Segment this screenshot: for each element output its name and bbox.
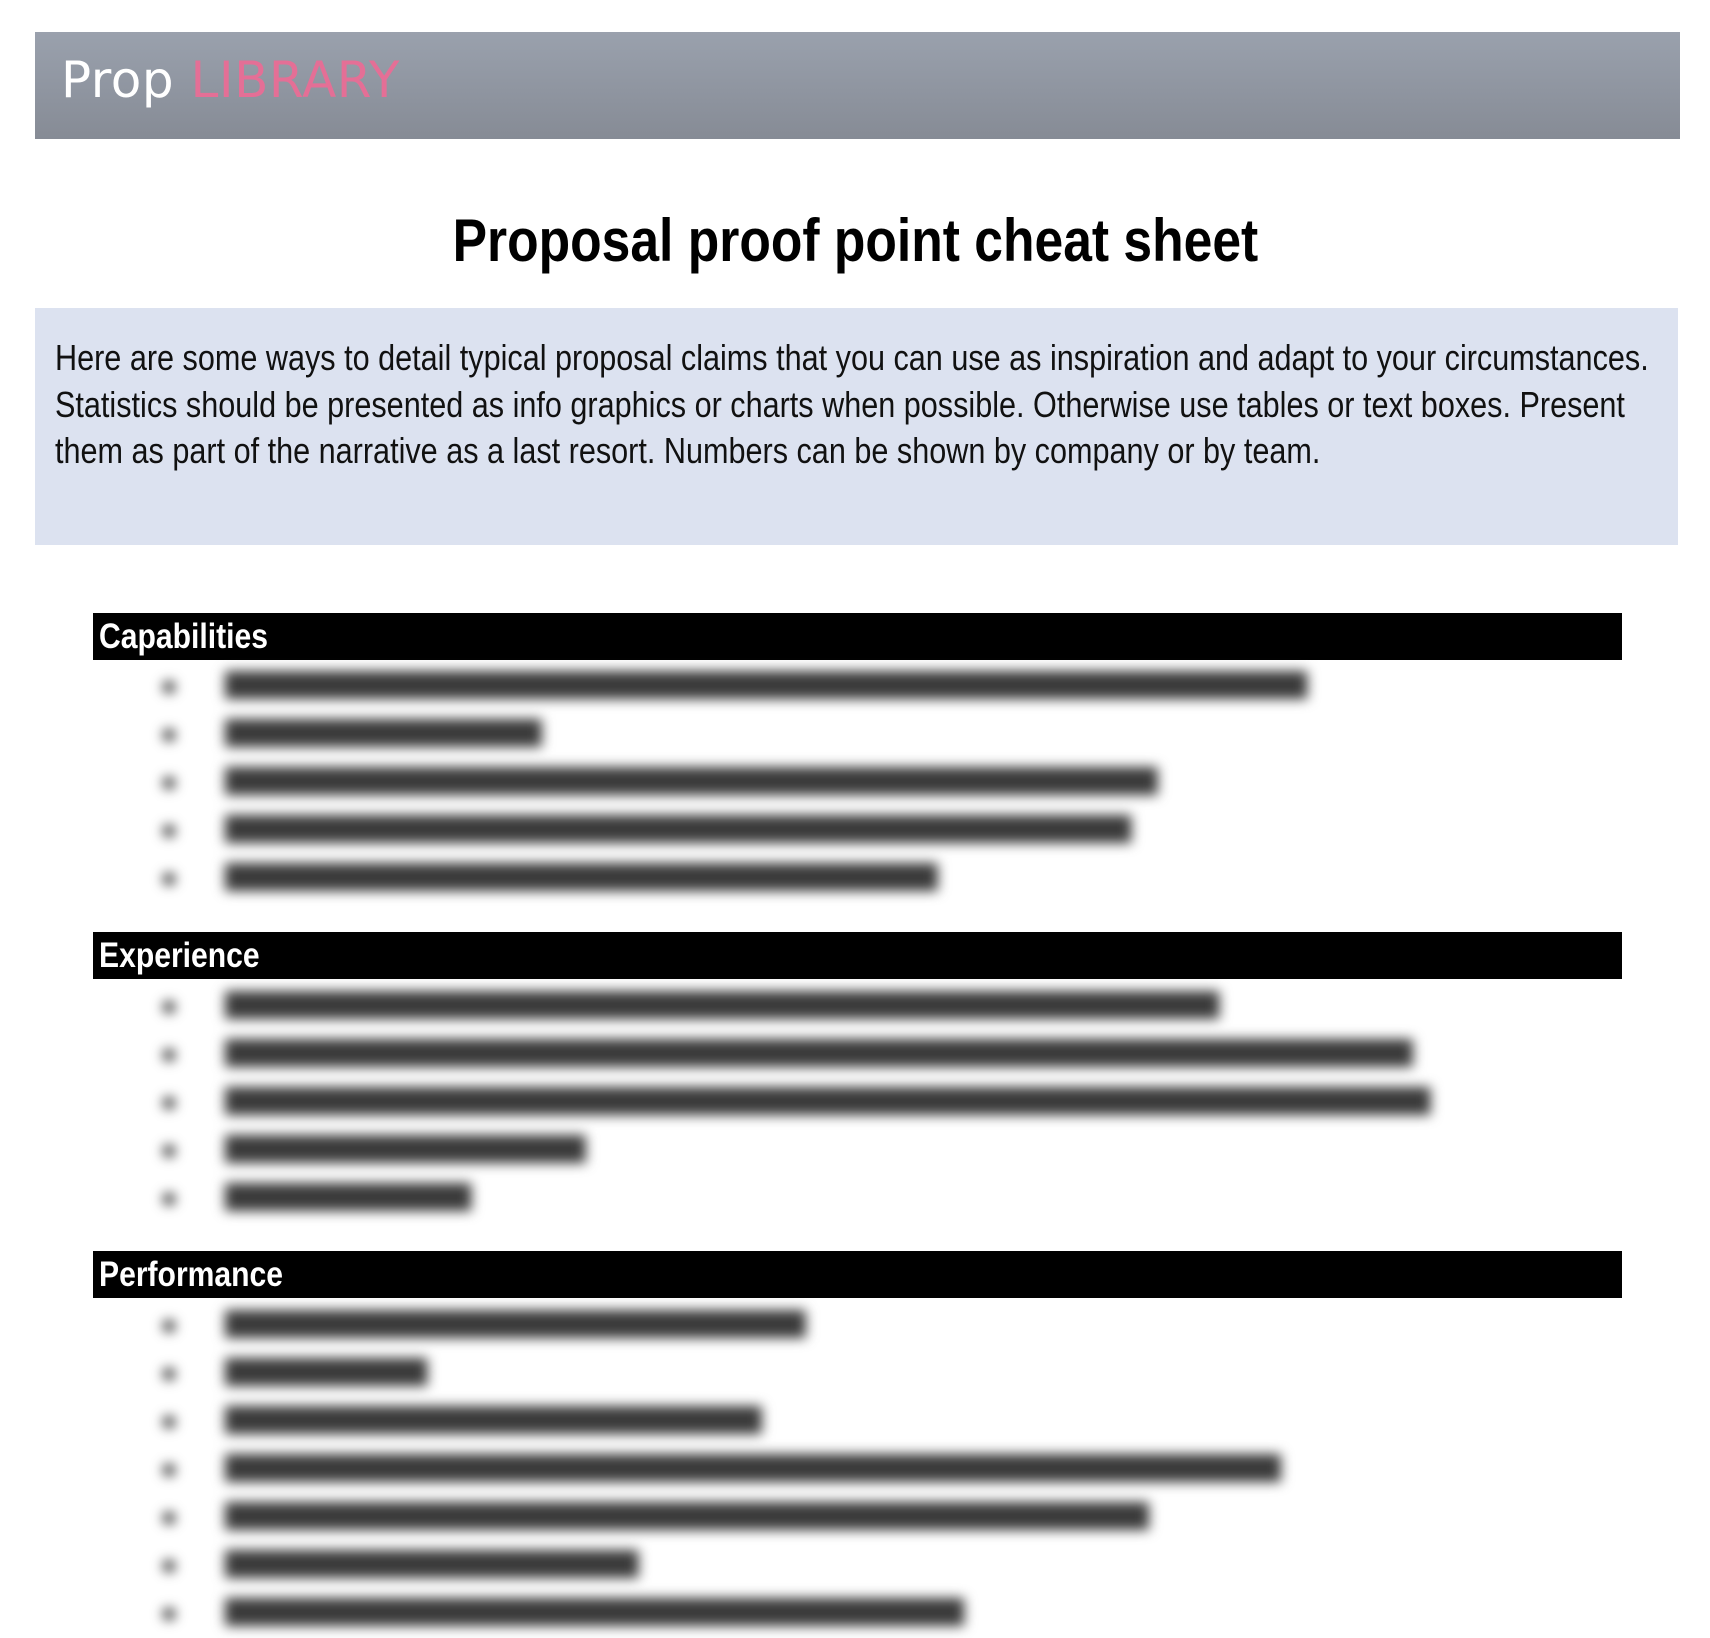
bullet-dot-icon <box>163 1368 175 1380</box>
redacted-text <box>225 1502 1149 1530</box>
redacted-text <box>225 1598 964 1626</box>
redacted-text <box>225 1039 1413 1067</box>
redacted-text <box>225 1454 1281 1482</box>
bullet-dot-icon <box>163 873 175 885</box>
bullet-dot-icon <box>163 729 175 741</box>
bullet-dot-icon <box>163 1145 175 1157</box>
section-heading-label: Capabilities <box>99 617 268 656</box>
bullet-dot-icon <box>163 681 175 693</box>
bullet-dot-icon <box>163 1320 175 1332</box>
redacted-text <box>225 1087 1431 1115</box>
logo-prop-text: Prop <box>61 51 175 109</box>
section-heading-label: Performance <box>99 1255 284 1294</box>
redacted-text <box>225 863 938 891</box>
redacted-text <box>225 1406 762 1434</box>
bullet-dot-icon <box>163 1193 175 1205</box>
intro-box <box>35 308 1678 545</box>
redacted-text <box>225 1358 427 1386</box>
page-title: Proposal proof point cheat sheet <box>452 207 1259 274</box>
section-heading-label: Experience <box>99 936 260 975</box>
intro-paragraph: Here are some ways to detail typical proposal claims that you can use as inspiration and adapt to your circumstances. Statistics should be presented as info graphics or charts when possible. Otherwise use tables or text boxes. Present them as part of the narrative as a last resort. Numbers can be shown by company or by team. <box>55 337 1649 471</box>
bullet-dot-icon <box>163 777 175 789</box>
bullet-dot-icon <box>163 1560 175 1572</box>
section-heading-experience <box>93 932 1622 979</box>
redacted-text <box>225 1550 639 1578</box>
redacted-text <box>225 1183 471 1211</box>
section-heading-capabilities <box>93 613 1622 660</box>
bullet-dot-icon <box>163 1097 175 1109</box>
redacted-text <box>225 1310 806 1338</box>
redacted-text <box>225 719 542 747</box>
redacted-text <box>225 991 1219 1019</box>
bullet-dot-icon <box>163 825 175 837</box>
redacted-text <box>225 1135 586 1163</box>
header-banner <box>35 32 1680 139</box>
bullet-dot-icon <box>163 1049 175 1061</box>
bullet-dot-icon <box>163 1608 175 1620</box>
bullet-dot-icon <box>163 1416 175 1428</box>
redacted-text <box>225 767 1158 795</box>
prop-library-logo[interactable] <box>61 50 400 110</box>
logo-library-text: LIBRARY <box>190 51 400 109</box>
bullet-dot-icon <box>163 1512 175 1524</box>
redacted-text <box>225 815 1131 843</box>
bullet-dot-icon <box>163 1464 175 1476</box>
section-heading-performance <box>93 1251 1622 1298</box>
redacted-text <box>225 671 1307 699</box>
bullet-dot-icon <box>163 1001 175 1013</box>
